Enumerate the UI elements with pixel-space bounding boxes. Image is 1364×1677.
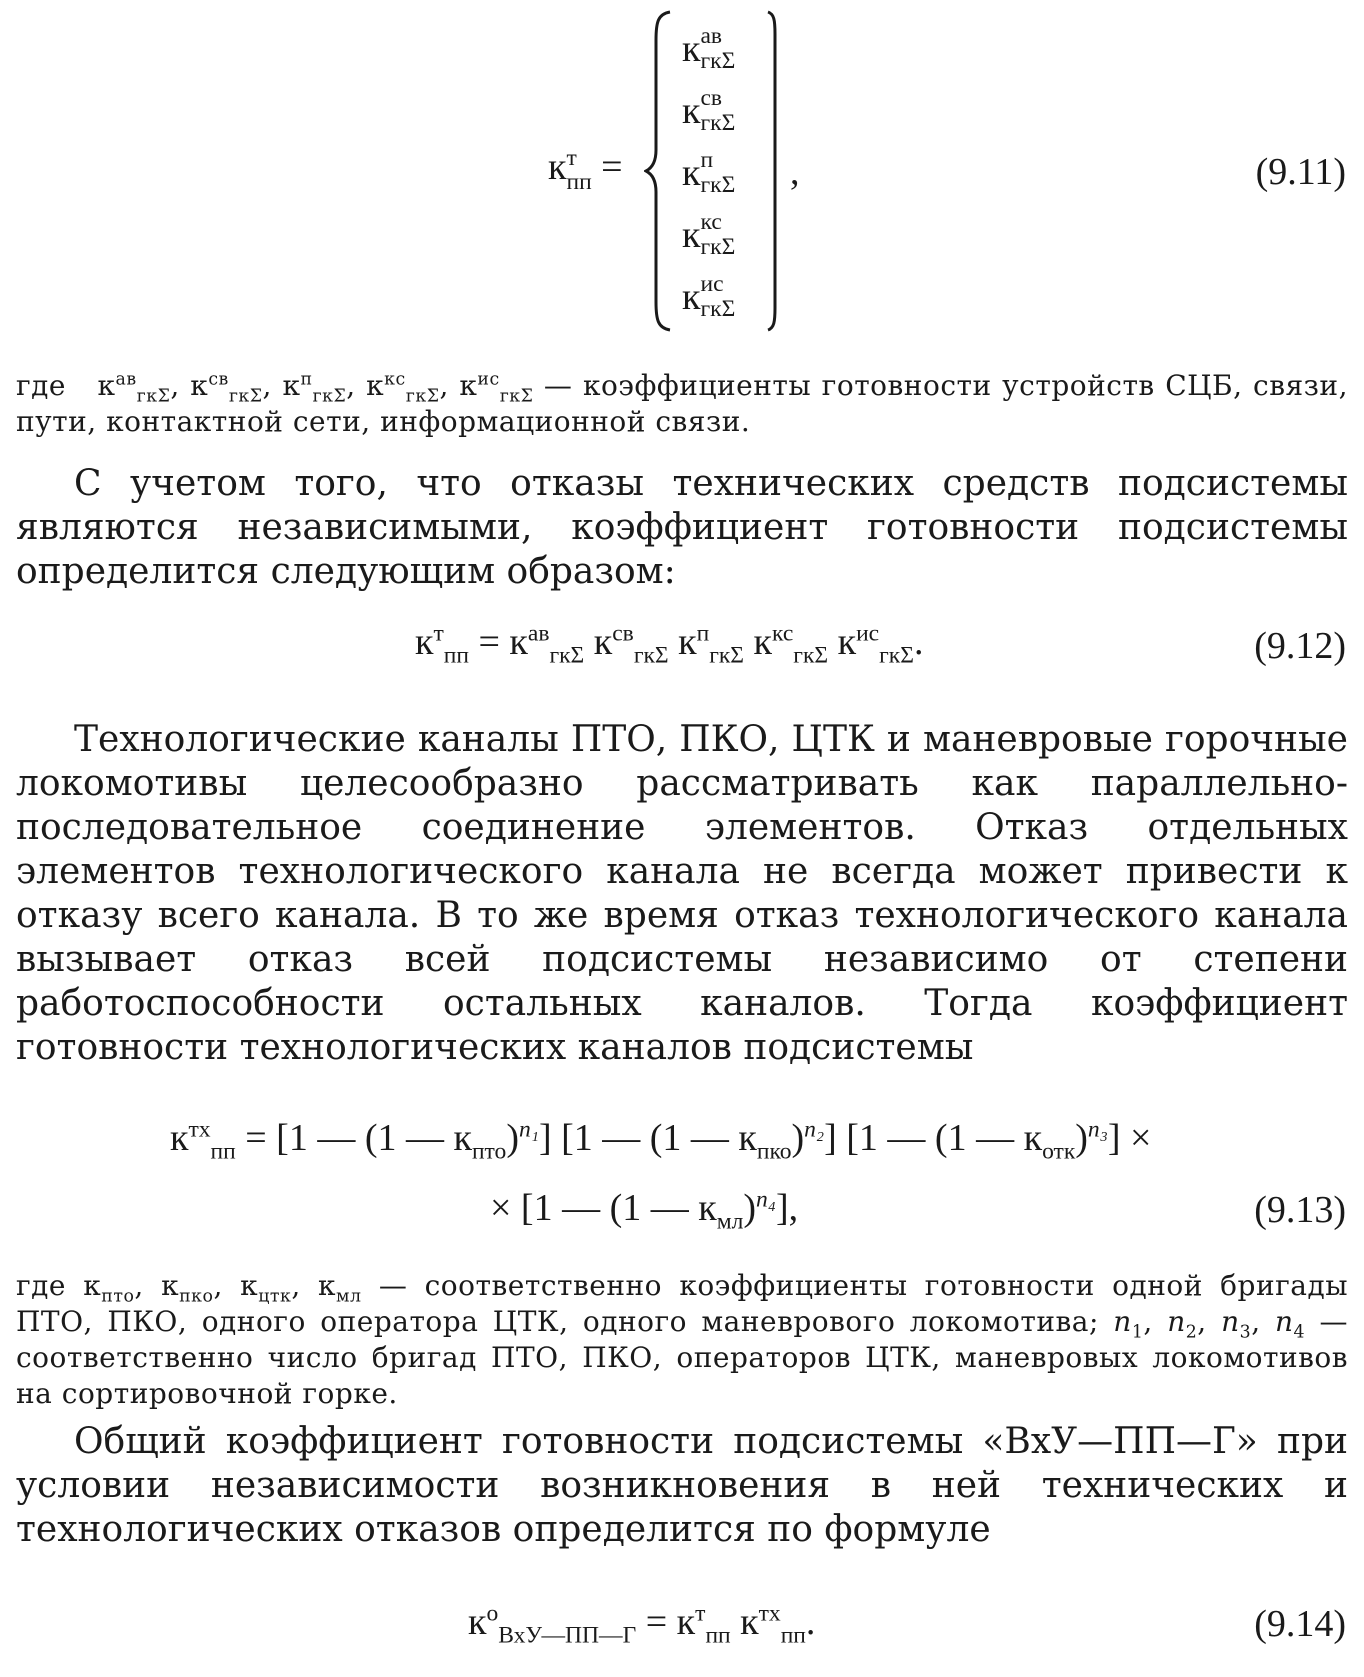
equation-number: (9.12)	[1254, 625, 1346, 667]
left-curly-brace	[644, 10, 674, 332]
paragraph-overall-coefficient: Общий коэффициент готовности подсистемы «ВхУ—ПП—Г» при условии независимости возникновения в ней технических и технологических отказов определится по формуле	[16, 1421, 1348, 1550]
paragraph-independence: С учетом того, что отказы технических средств подсистемы являются независимыми, коэффициент готовности подсистемы определится следующим образом:	[16, 463, 1348, 592]
vector-entry: к кс гкΣ	[682, 209, 736, 260]
vector-entry: к п гкΣ	[682, 147, 736, 198]
equation-number: (9.14)	[1254, 1603, 1346, 1645]
vector-entry: к ав гкΣ	[682, 23, 736, 74]
coefficient-vector	[682, 18, 735, 328]
equation-9-11	[0, 0, 1364, 340]
equation-9-13-line-2: × [1 — (1 — $к_{мл})^{n_4}$], (9.13)	[490, 1186, 1346, 1235]
paragraph-technological-channels: Технологические каналы ПТО, ПКО, ЦТК и маневровые горочные локомотивы целесообразно рассматривать как параллельно-последовательное соединение элементов. Отказ отдельных элементов технологического канала не всегда может привести к отказу всего канала. В то же время отказ технологического канала вызывает отказ всей подсистемы независимо от степени работоспособности остальных каналов. Тогда коэффициент готовности технологических каналов подсистемы	[16, 719, 1348, 1068]
comma: ,	[790, 151, 800, 193]
vector-entry: к ис гкΣ	[682, 271, 736, 322]
equation-9-12-body: $к^т_{пп} = к^{ав}_{гк\Sigma}$ $к^{св}_{гк\Sigma}$ $к^п_{гк\Sigma}$ $к^{кс}_{гк\Sigma}$ $к^{ис}_{гк\Sigma}$.	[415, 620, 924, 669]
where-clause-9-11: где $к^{ав}_{гк\Sigma}$, $к^{св}_{гк\Sigma}$, $к^п_{гк\Sigma}$, $к^{кс}_{гк\Sigma}$, $к^{ис}_{гк\Sigma}$ — коэффициенты готовности устройств СЦБ, связи, пути, контактной сети, информационной связи.	[16, 369, 1348, 438]
equation-number: (9.13)	[1254, 1189, 1346, 1231]
equation-9-12	[0, 620, 1364, 680]
equation-number: (9.11)	[1255, 151, 1346, 193]
equation-9-13-line-1: $к^{тх}_{пп} = [1$ — (1 — $к_{пто})^{n_1}$] [1 — (1 — $к_{пко})^{n_2}$] [1 — (1 — $к_{отк})^{n_3}$] ×	[170, 1116, 1152, 1165]
equation-9-14	[0, 1600, 1364, 1660]
equation-9-14-body: $к^о_{ВхУ—ПП—Г} = к^т_{пп}$ $к^{тх}_{пп}$.	[468, 1600, 816, 1649]
vector-entry: к св гкΣ	[682, 85, 736, 136]
equation-9-11-lhs: к т пп =	[548, 144, 623, 196]
where-clause-9-13: где $к_{пто}$, $к_{пко}$, $к_{цтк}$, $к_{мл}$ — соответственно коэффициенты готовности одной бригады ПТО, ПКО, одного оператора ЦТК, одного маневрового локомотива; $n_1$, $n_2$, $n_3$, $n_4$ — соответственно число бригад ПТО, ПКО, операторов ЦТК, маневровых локомотивов на сортировочной горке.	[16, 1269, 1348, 1410]
right-brace	[766, 10, 780, 332]
